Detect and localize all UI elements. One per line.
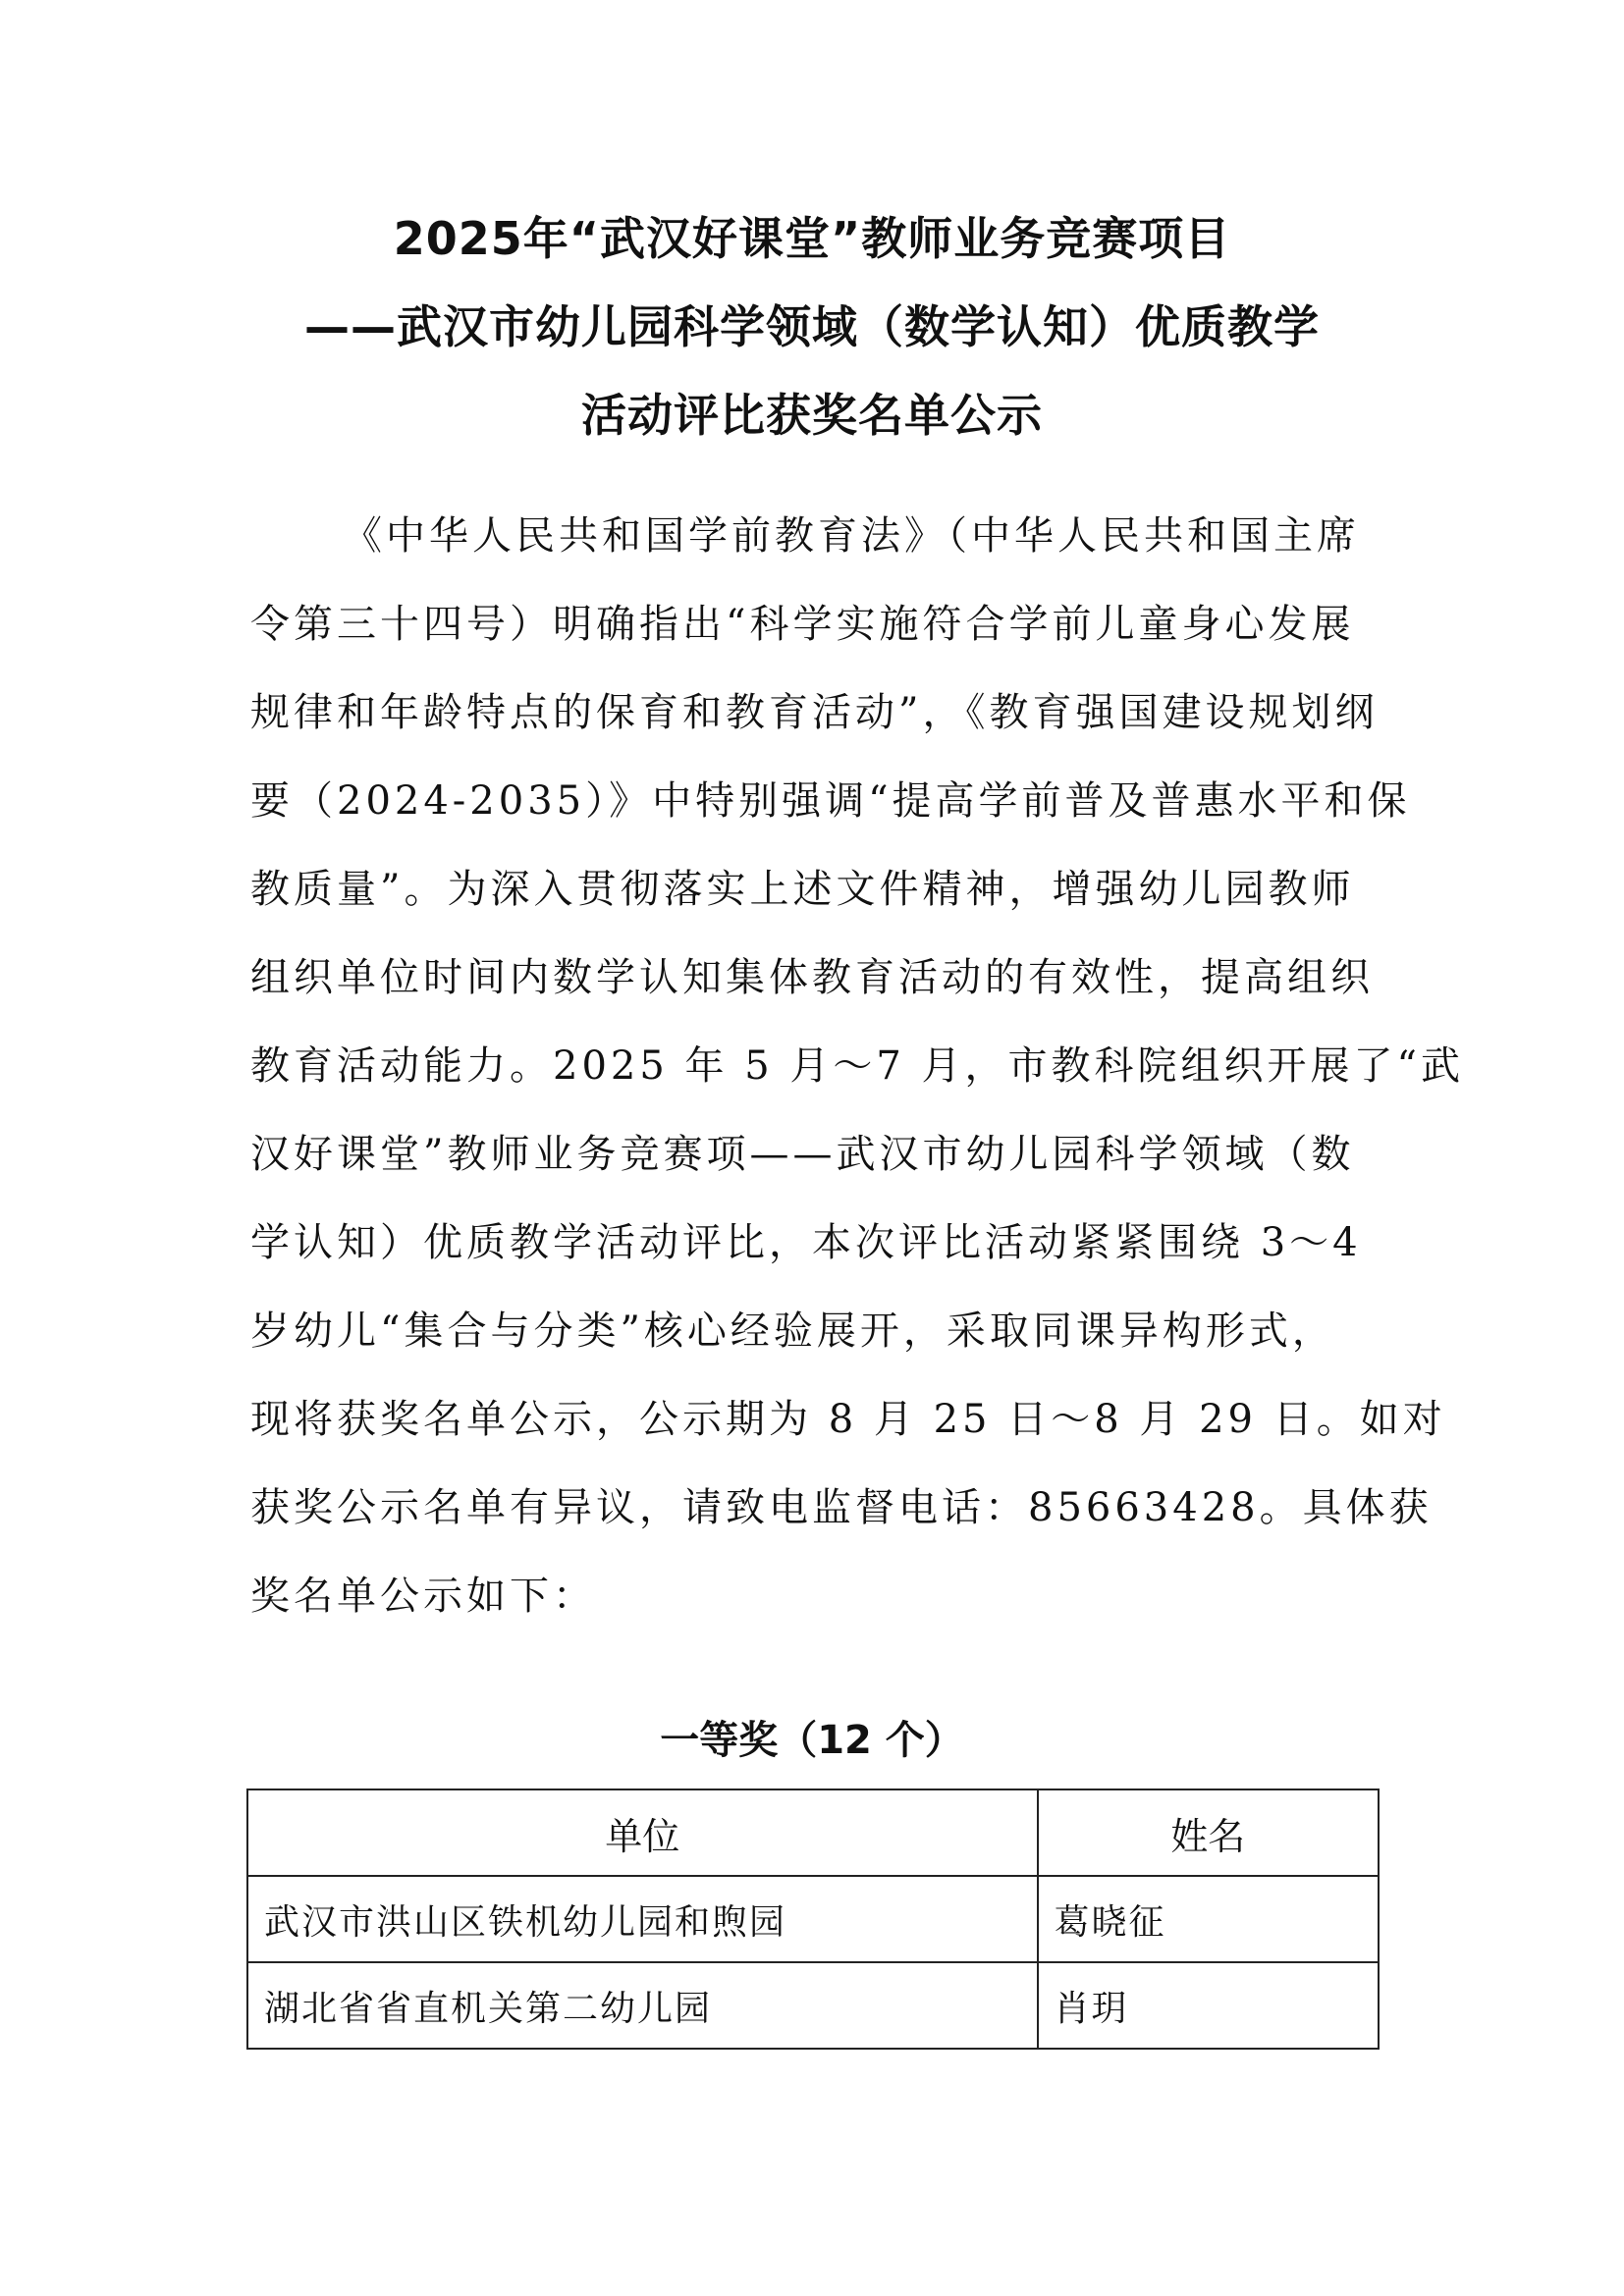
body-paragraph-line: 要（2024-2035）》中特别强调“提高学前普及普惠水平和保 — [250, 778, 1411, 824]
body-paragraph-line: 现将获奖名单公示，公示期为 8 月 25 日～8 月 29 日。如对 — [250, 1397, 1446, 1442]
cell-name: 肖玥 — [1038, 1962, 1379, 2049]
body-paragraph-line: 令第三十四号）明确指出“科学实施符合学前儿童身心发展 — [250, 602, 1355, 647]
body-paragraph-line: 《中华人民共和国学前教育法》（中华人民共和国主席 — [343, 513, 1360, 559]
title-line-1: 2025年“武汉好课堂”教师业务竞赛项目 — [393, 212, 1231, 265]
cell-unit: 武汉市洪山区铁机幼儿园和煦园 — [247, 1876, 1038, 1962]
body-paragraph-line: 教育活动能力。2025 年 5 月～7 月，市教科院组织开展了“武 — [250, 1043, 1465, 1089]
cell-unit: 湖北省省直机关第二幼儿园 — [247, 1962, 1038, 2049]
table-row — [247, 1962, 1379, 2049]
body-paragraph-line: 学认知）优质教学活动评比，本次评比活动紧紧围绕 3～4 — [250, 1220, 1362, 1265]
body-paragraph-line: 组织单位时间内数学认知集体教育活动的有效性，提高组织 — [250, 955, 1374, 1000]
column-header-unit: 单位 — [247, 1789, 1038, 1876]
body-paragraph-line: 规律和年龄特点的保育和教育活动”，《教育强国建设规划纲 — [250, 690, 1379, 735]
body-paragraph-line: 获奖公示名单有异议，请致电监督电话：85663428。具体获 — [250, 1485, 1433, 1530]
column-header-name: 姓名 — [1038, 1789, 1379, 1876]
table-row — [247, 1876, 1379, 1962]
award-heading: 一等奖（12 个） — [660, 1718, 964, 1763]
body-paragraph-line: 岁幼儿“集合与分类”核心经验展开，采取同课异构形式， — [250, 1308, 1335, 1354]
title-line-2: ——武汉市幼儿园科学领域（数学认知）优质教学 — [304, 300, 1320, 353]
title-line-3: 活动评比获奖名单公示 — [581, 389, 1043, 442]
body-paragraph-line: 汉好课堂”教师业务竞赛项——武汉市幼儿园科学领域（数 — [250, 1132, 1355, 1177]
body-paragraph-line: 教质量”。为深入贯彻落实上述文件精神，增强幼儿园教师 — [250, 867, 1355, 912]
body-paragraph-line: 奖名单公示如下： — [250, 1574, 596, 1619]
award-table — [246, 1789, 1380, 2050]
cell-name: 葛晓征 — [1038, 1876, 1379, 1962]
table-header-row — [247, 1789, 1379, 1876]
